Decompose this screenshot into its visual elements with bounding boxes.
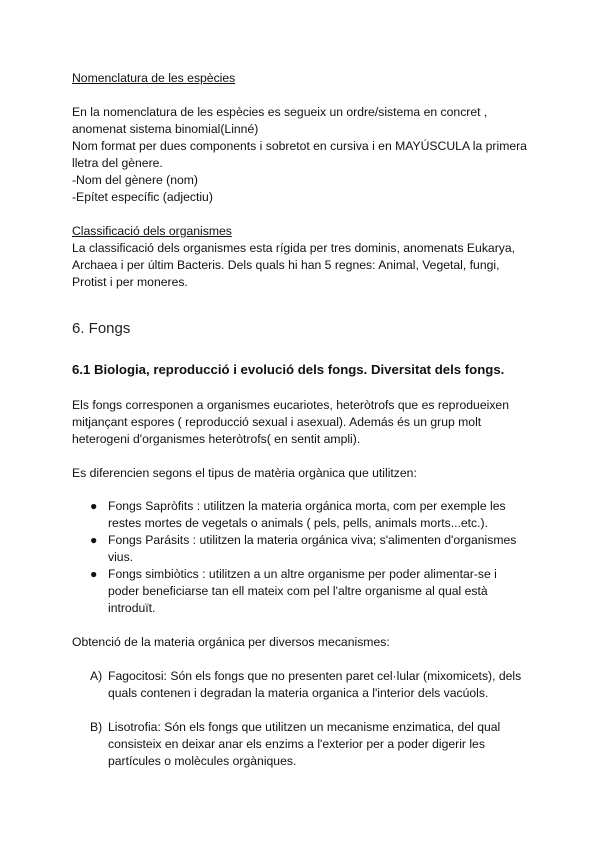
nomenclatura-line: -Nom del gènere (nom): [72, 173, 198, 187]
bullet-icon: ●: [90, 533, 98, 547]
classificacio-title: Classificació dels organismes: [72, 224, 232, 238]
mechanism-marker: A): [90, 669, 103, 683]
list-item-line: Fongs simbiòtics : utilitzen a un altre organisme per poder alimentar-se i: [108, 567, 497, 581]
classificacio-line: La classificació dels organismes esta rígida per tres dominis, anomenats Eukarya,: [72, 241, 516, 255]
mechanism-line: Fagocitosi: Són els fongs que no presenten paret cel·lular (mixomicets), dels: [108, 669, 522, 683]
mechanism-line: partícules o molècules orgàniques.: [108, 754, 297, 768]
intro-line: heterogeni d'organismes heteròtrofs( en sentit ampli).: [72, 432, 361, 446]
section-title: 6. Fongs: [72, 320, 131, 337]
list-item-line: restes mortes de vegetals o animals ( pels, pells, animals morts...etc.).: [108, 516, 488, 530]
nomenclatura-line: anomenat sistema binomial(Linné): [72, 122, 259, 136]
classificacio-line: Protist i per moneres.: [72, 275, 188, 289]
list-item-line: Fongs Sapròfits : utilitzen la materia orgánica morta, com per exemple les: [108, 499, 506, 513]
mechanism-marker: B): [90, 720, 103, 734]
intro-paragraph: [72, 397, 532, 448]
classificacio-body: [72, 240, 532, 291]
intro-line: Els fongs corresponen a organismes eucariotes, heteròtrofs que es reprodueixen: [72, 398, 509, 412]
nomenclatura-body: [72, 104, 532, 206]
document-page: [72, 70, 532, 770]
nomenclatura-line: Nom format per dues components i sobretot en cursiva i en MAYÚSCULA la primera: [72, 139, 527, 153]
list-item: [72, 532, 532, 566]
nomenclatura-line: -Epítet específic (adjectiu): [72, 190, 213, 204]
mechanism-line: Lisotrofia: Són els fongs que utilitzen un mecanisme enzimatica, del qual: [108, 720, 501, 734]
bullet-icon: ●: [90, 567, 98, 581]
mechanism-line: consisteix en deixar anar els enzims a l'exterior per a poder digerir les: [108, 737, 485, 751]
bullet-icon: ●: [90, 499, 98, 513]
diferencien-line: Es diferencien segons el tipus de matèria orgànica que utilitzen:: [72, 466, 417, 480]
nomenclatura-line: lletra del gènere.: [72, 156, 163, 170]
list-item-line: vius.: [108, 550, 134, 564]
list-item: [72, 566, 532, 617]
nomenclatura-line: En la nomenclatura de les espècies es segueix un ordre/sistema en concret ,: [72, 105, 488, 119]
classificacio-line: Archaea i per últim Bacteris. Dels quals hi han 5 regnes: Animal, Vegetal, fungi,: [72, 258, 500, 272]
mechanism-item: [72, 719, 532, 770]
nomenclatura-title: Nomenclatura de les espècies: [72, 71, 236, 85]
list-item-line: Fongs Parásits : utilitzen la materia orgánica viva; s'alimenten d'organismes: [108, 533, 517, 547]
list-item-line: poder beneficiarse tan ell mateix com pel l'altre organisme al qual està: [108, 584, 488, 598]
mechanism-item: [72, 668, 532, 702]
mechanism-line: quals contenen i degradan la materia organica a l'interior dels vacúols.: [108, 686, 489, 700]
obtencio-line: Obtenció de la materia orgánica per diversos mecanismes:: [72, 635, 390, 649]
list-item-line: introduït.: [108, 601, 156, 615]
list-item: [72, 498, 532, 532]
intro-line: mitjançant espores ( reproducció sexual i asexual). Además és un grup molt: [72, 415, 482, 429]
fungi-types-list: [72, 498, 532, 617]
subsection-title: 6.1 Biologia, reproducció i evolució dels fongs. Diversitat dels fongs.: [72, 362, 505, 377]
